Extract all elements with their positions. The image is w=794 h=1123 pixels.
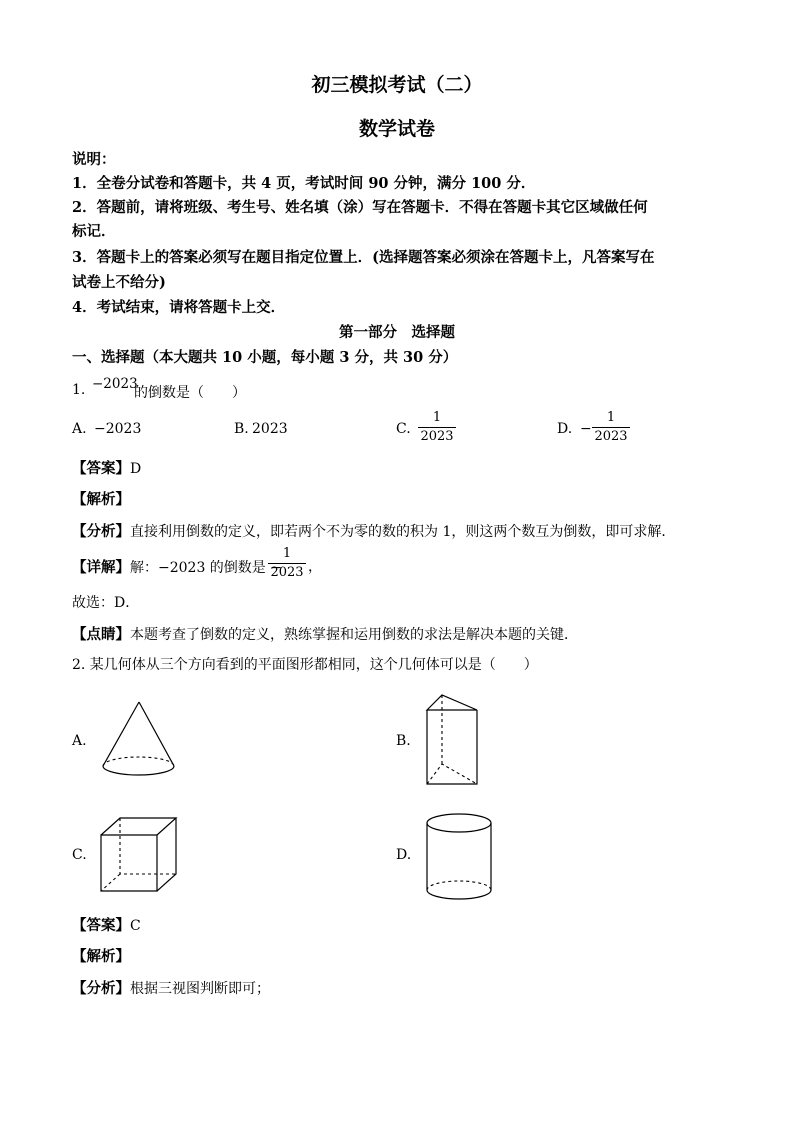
- q1-stem-text: 的倒数是（ ）: [134, 385, 246, 401]
- fenxi-text: 根据三视图判断即可；: [130, 981, 270, 997]
- q1-analysis-tag: 【解析】: [72, 491, 130, 508]
- q2-stem: 2. 某几何体从三个方向看到的平面图形都相同，这个几何体可以是（ ）: [72, 657, 538, 673]
- cone-icon: [100, 690, 180, 780]
- xiangjie-tag: 【详解】: [72, 559, 130, 576]
- q1-option-b-label: B.: [234, 421, 249, 437]
- q2-option-d-label: D.: [396, 847, 412, 863]
- q1-dianjing: [72, 623, 578, 644]
- q1-option-d-denominator: 2023: [594, 429, 628, 444]
- instruction-line-2: 2．答题前，请将班级、考生号、姓名填（涂）写在答题卡．不得在答题卡其它区域做任何: [72, 199, 648, 216]
- answer-value: D: [130, 461, 142, 477]
- q1-guxuan: 故选：D．: [72, 595, 140, 611]
- q1-option-d-fraction: [592, 410, 630, 445]
- part-heading: 第一部分 选择题: [339, 324, 455, 341]
- dianjing-text: 本题考查了倒数的定义，熟练掌握和运用倒数的求法是解决本题的关键．: [130, 627, 578, 643]
- fraction-bar: [592, 427, 630, 428]
- q1-option-b-value: 2023: [252, 421, 288, 437]
- instruction-line-6: 4．考试结束，请将答题卡上交．: [72, 299, 286, 316]
- answer-tag: 【答案】: [72, 917, 130, 934]
- instruction-line-3: 标记．: [72, 223, 116, 240]
- fenxi-tag: 【分析】: [72, 523, 130, 540]
- q1-stem-value: −2023: [92, 376, 138, 392]
- answer-value: C: [130, 918, 141, 934]
- page-subtitle: 数学试卷: [358, 118, 435, 140]
- triangular-prism-icon: [424, 692, 494, 792]
- dianjing-tag: 【点睛】: [72, 626, 130, 643]
- q1-xiangjie-fraction: [268, 546, 306, 581]
- answer-tag: 【答案】: [72, 460, 130, 477]
- q1-option-c-denominator: 2023: [420, 429, 454, 444]
- q1-fenxi: [72, 520, 675, 541]
- page-title: 初三模拟考试（二）: [311, 74, 483, 96]
- instruction-line-4: 3．答题卡上的答案必须写在题目指定位置上．(选择题答案必须涂在答题卡上，凡答案写在: [72, 249, 655, 266]
- q2-option-b-label: B.: [396, 733, 411, 749]
- q1-answer: [72, 457, 141, 478]
- xiangjie-denominator: 2023: [270, 565, 304, 580]
- instructions-label: 说明：: [72, 151, 116, 168]
- instruction-line-5: 试卷上不给分): [72, 274, 166, 291]
- q1-option-a-label: A.: [72, 421, 87, 437]
- q2-option-c-label: C.: [72, 847, 87, 863]
- q2-analysis-tag: 【解析】: [72, 948, 130, 965]
- instruction-line-1: 1．全卷分试卷和答题卡，共 4 页，考试时间 90 分钟，满分 100 分．: [72, 175, 536, 192]
- q1-xiangjie-comma: ，: [308, 559, 322, 575]
- xiangjie-text: 解：−2023 的倒数是 −: [130, 560, 282, 576]
- q1-number: 1.: [72, 382, 86, 398]
- cube-icon: [98, 815, 188, 895]
- section-heading: 一、选择题（本大题共 10 小题，每小题 3 分，共 30 分）: [72, 349, 458, 366]
- fraction-bar: [418, 427, 456, 428]
- fenxi-tag: 【分析】: [72, 980, 130, 997]
- q1-option-d-label: D.: [557, 421, 573, 437]
- fraction-bar: [268, 563, 306, 564]
- q1-option-c-label: C.: [396, 421, 411, 437]
- q2-fenxi: [72, 977, 270, 998]
- cylinder-icon: [424, 808, 504, 903]
- q2-option-a-label: A.: [72, 733, 87, 749]
- q1-option-a-value: −2023: [94, 421, 142, 437]
- q1-option-c-numerator: 1: [432, 410, 442, 425]
- q1-option-d-numerator: 1: [606, 410, 616, 425]
- q1-option-c-fraction: [418, 410, 456, 445]
- q1-option-d-sign: −: [580, 421, 592, 437]
- xiangjie-numerator: 1: [282, 546, 292, 561]
- fenxi-text: 直接利用倒数的定义，即若两个不为零的数的积为 1，则这两个数互为倒数，即可求解．: [130, 524, 676, 540]
- q1-xiangjie: [72, 556, 282, 577]
- q2-answer: [72, 914, 141, 935]
